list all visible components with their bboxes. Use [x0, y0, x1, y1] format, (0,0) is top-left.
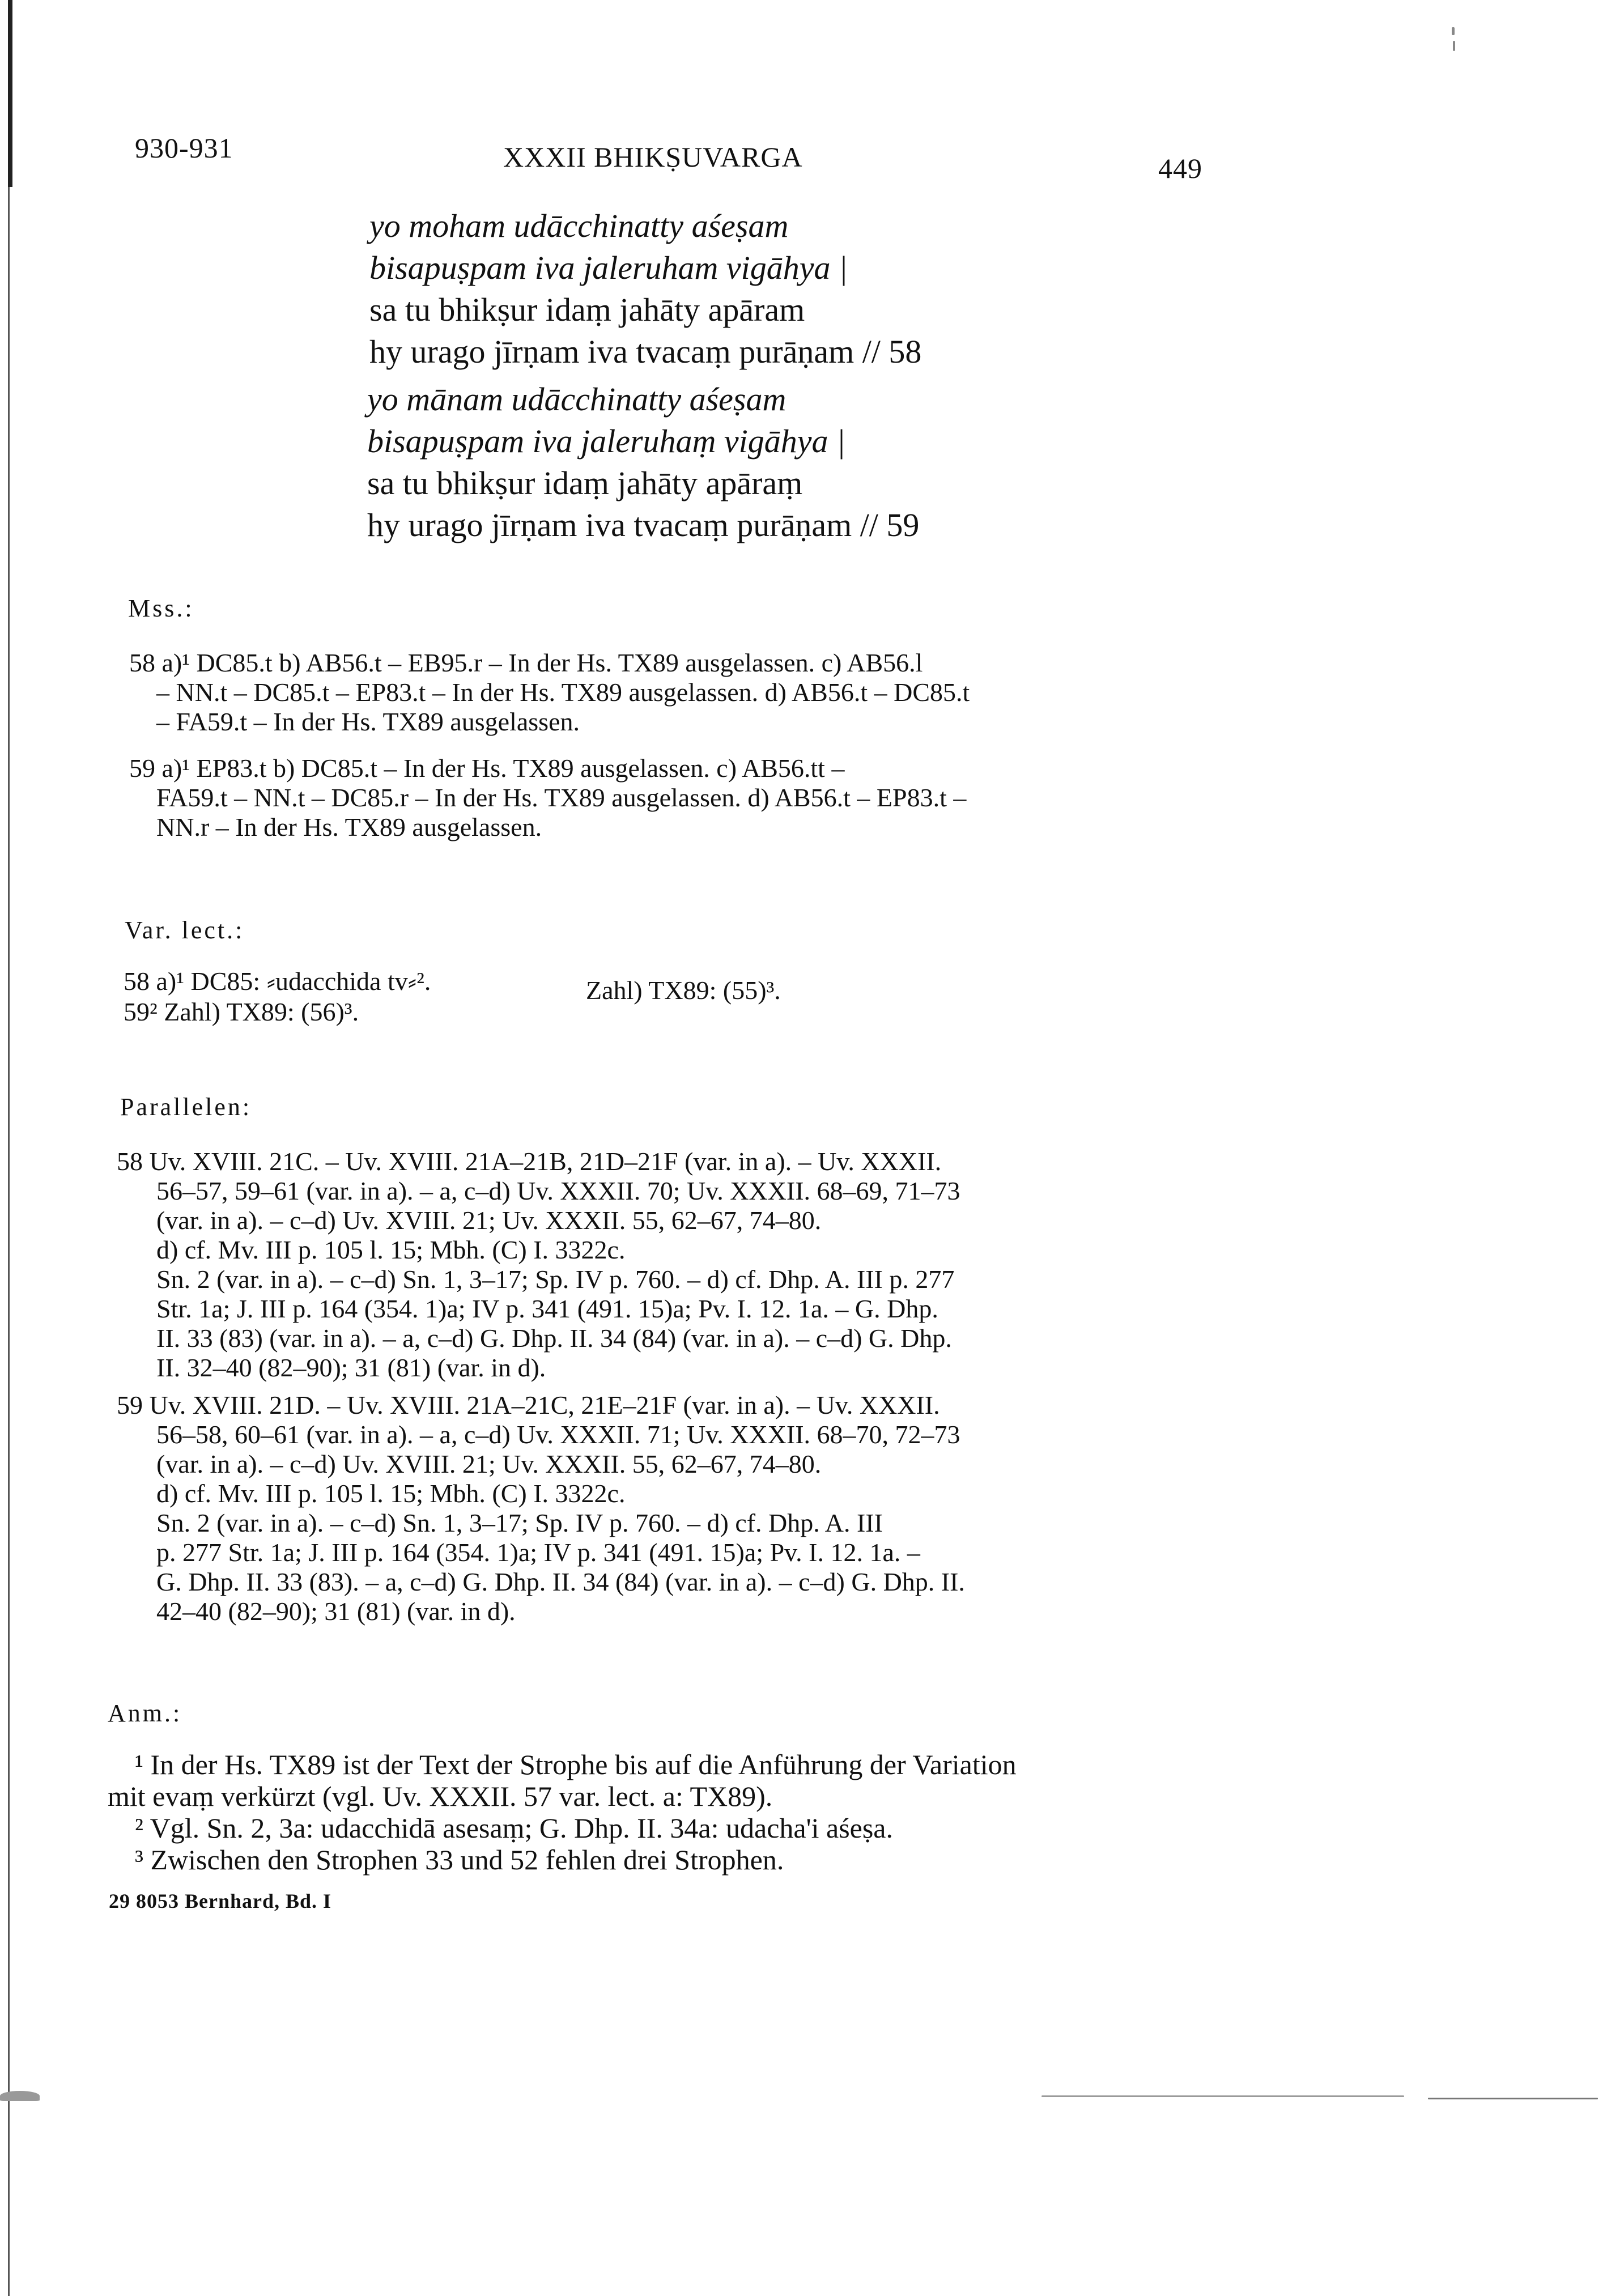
verse-line: hy urago jīrṇam iva tvacaṃ purāṇam // 59 [367, 507, 920, 543]
scan-corner-mark [0, 2091, 40, 2101]
parallel-line: II. 32–40 (82–90); 31 (81) (var. in d). [156, 1353, 546, 1382]
mss-heading: Mss.: [128, 594, 194, 622]
scan-dash-line [1428, 2098, 1598, 2099]
parallel-line: G. Dhp. II. 33 (83). – a, c–d) G. Dhp. II. 34 (84) (var. in a). – c–d) G. Dhp. II. [156, 1567, 965, 1596]
anm-heading: Anm.: [108, 1699, 182, 1727]
parallel-line: d) cf. Mv. III p. 105 l. 15; Mbh. (C) I. 3322c. [156, 1235, 626, 1264]
binding-edge [8, 0, 12, 187]
scan-dash-line [1041, 2095, 1404, 2097]
verse-line: sa tu bhikṣur idaṃ jahāty apāram [369, 291, 805, 328]
header-verse-range: 930-931 [135, 132, 233, 164]
verse-line: bisapuṣpam iva jaleruham vigāhya | [369, 249, 848, 286]
verse-line: yo mānam udācchinatty aśeṣam [367, 381, 787, 418]
mss-line: 58 a)¹ DC85.t b) AB56.t – EB95.r – In der Hs. TX89 ausgelassen. c) AB56.l [129, 648, 923, 677]
parallel-line: Sn. 2 (var. in a). – c–d) Sn. 1, 3–17; Sp. IV p. 760. – d) cf. Dhp. A. III p. 277 [156, 1265, 955, 1294]
varlect-line-58: 58 a)¹ DC85: ⸗udacchida tv⸗². [124, 967, 431, 996]
parallelen-entry-59 [117, 1391, 965, 1626]
printer-signature: 29 8053 Bernhard, Bd. I [109, 1890, 332, 1912]
verse-59 [367, 379, 919, 546]
parallel-line: 59 Uv. XVIII. 21D. – Uv. XVIII. 21A–21C, 21E–21F (var. in a). – Uv. XXXII. [117, 1391, 940, 1419]
parallel-line: d) cf. Mv. III p. 105 l. 15; Mbh. (C) I. 3322c. [156, 1479, 626, 1508]
parallel-line: 42–40 (82–90); 31 (81) (var. in d). [156, 1597, 516, 1626]
verse-line: yo moham udācchinatty aśeṣam [369, 207, 789, 244]
parallel-line: 58 Uv. XVIII. 21C. – Uv. XVIII. 21A–21B, 21D–21F (var. in a). – Uv. XXXII. [117, 1147, 942, 1176]
scan-speck [1452, 27, 1455, 35]
verse-line: bisapuṣpam iva jaleruhaṃ vigāhya | [367, 423, 845, 460]
mss-line: – NN.t – DC85.t – EP83.t – In der Hs. TX89 ausgelassen. d) AB56.t – DC85.t [156, 678, 970, 707]
varlect-line-58-count: Zahl) TX89: (55)³. [586, 976, 781, 1005]
binding-edge-lower [8, 187, 10, 2296]
footnote-1: ¹ In der Hs. TX89 ist der Text der Strophe bis auf die Anführung der Variation [135, 1749, 1017, 1780]
mss-entry-58 [129, 648, 970, 737]
varlect-heading: Var. lect.: [125, 916, 245, 944]
parallel-line: 56–57, 59–61 (var. in a). – a, c–d) Uv. XXXII. 70; Uv. XXXII. 68–69, 71–73 [156, 1176, 960, 1205]
parallel-line: Sn. 2 (var. in a). – c–d) Sn. 1, 3–17; Sp. IV p. 760. – d) cf. Dhp. A. III [156, 1508, 883, 1537]
parallelen-heading: Parallelen: [120, 1093, 252, 1121]
parallel-line: 56–58, 60–61 (var. in a). – a, c–d) Uv. XXXII. 71; Uv. XXXII. 68–70, 72–73 [156, 1420, 960, 1449]
page-number: 449 [1158, 152, 1202, 184]
footnote-2: ² Vgl. Sn. 2, 3a: udacchidā asesaṃ; G. Dhp. II. 34a: udacha'i aśeṣa. [135, 1812, 893, 1844]
mss-line: 59 a)¹ EP83.t b) DC85.t – In der Hs. TX89 ausgelassen. c) AB56.tt – [129, 754, 845, 783]
varlect-line-59: 59² Zahl) TX89: (56)³. [124, 997, 359, 1026]
verse-line: hy urago jīrṇam iva tvacaṃ purāṇam // 58 [369, 333, 922, 370]
mss-entry-59 [129, 754, 966, 842]
parallel-line: p. 277 Str. 1a; J. III p. 164 (354. 1)a; IV p. 341 (491. 15)a; Pv. I. 12. 1a. – [156, 1538, 920, 1567]
parallelen-entry-58 [117, 1147, 960, 1383]
parallel-line: Str. 1a; J. III p. 164 (354. 1)a; IV p. 341 (491. 15)a; Pv. I. 12. 1a. – G. Dhp. [156, 1294, 938, 1323]
parallel-line: II. 33 (83) (var. in a). – a, c–d) G. Dhp. II. 34 (84) (var. in a). – c–d) G. Dhp. [156, 1324, 952, 1353]
footnote-3: ³ Zwischen den Strophen 33 und 52 fehlen drei Strophen. [135, 1844, 784, 1876]
parallel-line: (var. in a). – c–d) Uv. XVIII. 21; Uv. XXXII. 55, 62–67, 74–80. [156, 1206, 822, 1235]
header-chapter-title: XXXII BHIKṢUVARGA [503, 141, 803, 173]
footnotes [108, 1749, 1017, 1876]
scan-speck [1453, 41, 1455, 51]
verse-58 [369, 205, 921, 373]
mss-line: NN.r – In der Hs. TX89 ausgelassen. [156, 813, 542, 841]
footnote-1-cont: mit evaṃ verkürzt (vgl. Uv. XXXII. 57 var. lect. a: TX89). [108, 1780, 773, 1812]
mss-line: FA59.t – NN.t – DC85.r – In der Hs. TX89 ausgelassen. d) AB56.t – EP83.t – [156, 783, 967, 812]
parallel-line: (var. in a). – c–d) Uv. XVIII. 21; Uv. XXXII. 55, 62–67, 74–80. [156, 1449, 822, 1478]
mss-line: – FA59.t – In der Hs. TX89 ausgelassen. [156, 707, 580, 736]
verse-line: sa tu bhikṣur idaṃ jahāty apāraṃ [367, 465, 803, 501]
